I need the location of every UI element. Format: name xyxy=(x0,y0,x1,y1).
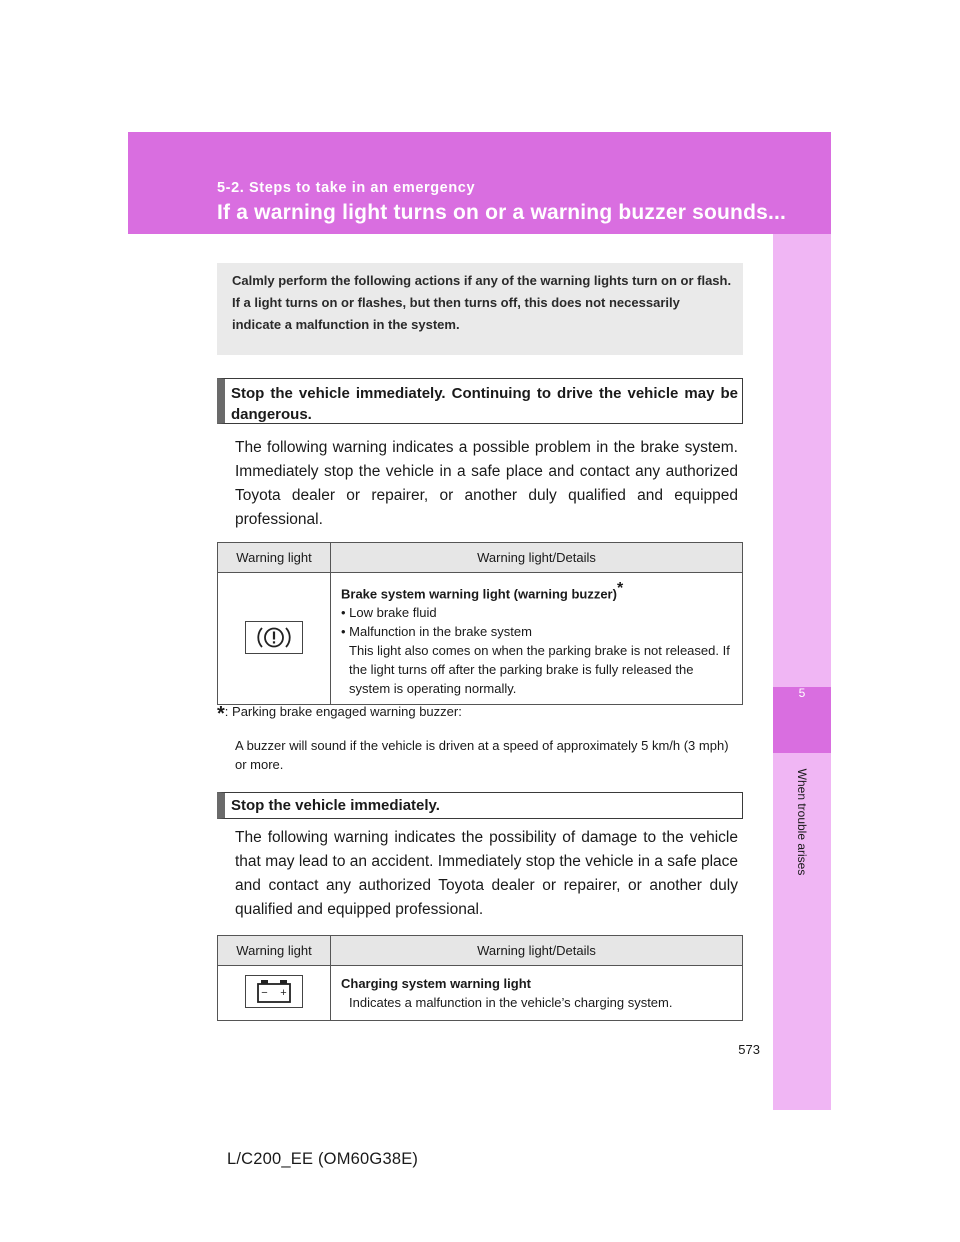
chapter-number: 5 xyxy=(798,686,806,700)
detail-note: This light also comes on when the parking brake is not released. If the light turns off after the parking brake is fully released the system is operating normally. xyxy=(349,643,730,697)
icon-cell xyxy=(218,573,331,705)
detail-star: * xyxy=(616,580,624,597)
col-details: Warning light/Details xyxy=(331,936,743,966)
section1-heading-text: Stop the vehicle immediately. Continuing to drive the vehicle may be dangerous. xyxy=(231,385,738,423)
footnote-body: A buzzer will sound if the vehicle is driven at a speed of approximately 5 km/h (3 mph) or more. xyxy=(235,738,729,772)
col-details: Warning light/Details xyxy=(331,543,743,573)
detail-note: Indicates a malfunction in the vehicle’s charging system. xyxy=(349,995,673,1010)
table-header-row xyxy=(218,543,743,573)
footnote-star: * xyxy=(217,703,225,725)
details-cell xyxy=(331,966,743,1021)
icon-cell xyxy=(218,966,331,1021)
detail-title: Brake system warning light (warning buzzer) xyxy=(341,586,617,602)
section-label: 5-2. Steps to take in an emergency xyxy=(217,180,476,196)
battery-plus: + xyxy=(280,987,287,999)
doc-code: L/C200_EE (OM60G38E) xyxy=(227,1150,419,1168)
charging-warning-table xyxy=(217,935,743,1021)
col-warning-light: Warning light xyxy=(218,543,331,573)
section1-heading xyxy=(217,378,743,424)
chapter-title: When trouble arises xyxy=(795,768,809,876)
page-number: 573 xyxy=(738,1042,760,1057)
section1-body: The following warning indicates a possible problem in the brake system. Immediately stop the vehicle in a safe place and contact any authorized Toyota dealer or repairer, or another duly qualified and equipped professional. xyxy=(235,439,738,528)
col-warning-light: Warning light xyxy=(218,936,331,966)
footnote xyxy=(217,703,462,726)
table-header-row xyxy=(218,936,743,966)
battery-icon xyxy=(245,975,303,1008)
detail-item: • Malfunction in the brake system xyxy=(341,624,532,640)
table-row xyxy=(218,573,743,705)
section2-heading-text: Stop the vehicle immediately. xyxy=(231,797,440,814)
section2-heading xyxy=(217,792,743,819)
section2-body: The following warning indicates the possibility of damage to the vehicle that may lead to an accident. Immediately stop the vehicle in a safe place and contact any authorized Toyota dealer or repairer, or another duly qualified and equipped professional. xyxy=(235,829,738,918)
detail-item: • Low brake fluid xyxy=(341,605,437,621)
details-cell xyxy=(331,573,743,705)
page-title: If a warning light turns on or a warning buzzer sounds... xyxy=(217,201,787,224)
battery-minus: − xyxy=(261,987,268,999)
intro-text: Calmly perform the following actions if any of the warning lights turn on or flash. If a light turns on or flashes, but then turns off, this does not necessarily indicate a malfunction in the system. xyxy=(232,273,732,332)
side-strip xyxy=(773,234,831,1110)
brake-warning-table xyxy=(217,542,743,705)
brake-warning-icon xyxy=(245,621,303,654)
table-row xyxy=(218,966,743,1021)
footnote-label: : Parking brake engaged warning buzzer: xyxy=(224,704,462,719)
detail-title: Charging system warning light xyxy=(341,976,531,991)
